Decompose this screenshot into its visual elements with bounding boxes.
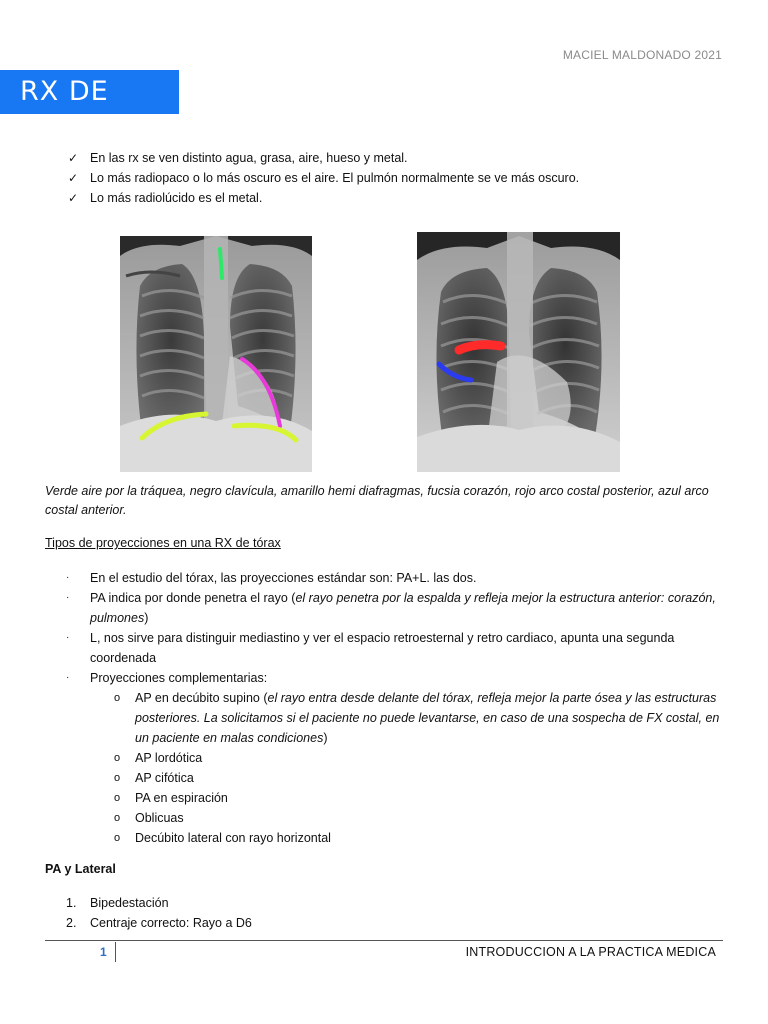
list-item [66,588,726,628]
bullet-icon: · [66,672,70,683]
numbered-item [66,913,252,933]
complementary-projection-list [66,688,726,848]
list-item [66,568,726,588]
circle-bullet-icon: o [114,832,121,844]
list-item-text: Proyecciones complementarias: [90,671,268,685]
checklist [68,148,579,208]
checkmark-icon: ✓ [68,171,79,185]
numbered-item [66,893,252,913]
check-item [68,148,579,168]
sublist-item-text: PA en espiración [135,791,228,805]
posterior-rib-red-mark [459,345,501,350]
item-number: 1. [66,896,77,910]
sublist-item [66,788,726,808]
checkmark-icon: ✓ [68,191,79,205]
list-item-text: L, nos sirve para distinguir mediastino y ver el espacio retroesternal y retro cardiaco, apunta una segunda coordenada [90,631,675,665]
list-item-text [90,588,726,628]
bullet-icon: · [66,632,70,643]
check-item [68,168,579,188]
sublist-item-text [135,688,726,748]
text-fragment: PA indica por donde penetra el rayo ( [90,591,296,605]
section-title: Tipos de proyecciones en una RX de tórax [45,536,281,550]
numbered-item-text: Centraje correcto: Rayo a D6 [90,916,252,930]
numbered-item-text: Bipedestación [90,896,169,910]
circle-bullet-icon: o [114,812,121,824]
sublist-item-text: Decúbito lateral con rayo horizontal [135,831,331,845]
text-fragment: ) [323,731,328,745]
italic-fragment: el rayo penetra por la espalda y refleja mejor la estructura anterior: corazón, pulmones [90,591,716,625]
sublist-item [66,768,726,788]
footer-divider [45,940,723,941]
chest-xray-annotated-left [120,236,312,472]
trachea-green-mark [220,249,222,278]
italic-fragment: el rayo entra desde delante del tórax, refleja mejor la parte ósea y las estructuras posteriores. La solicitamos si el paciente no puede levantarse, en caso de una sospecha de FX costal, en un paciente en malas condiciones [135,691,720,745]
sublist-item [66,828,726,848]
text-fragment: AP en decúbito supino ( [135,691,268,705]
list-item [66,628,726,668]
sublist-container [66,688,726,848]
circle-bullet-icon: o [114,692,121,704]
numbered-list [66,893,252,933]
sublist-item-text: AP cifótica [135,771,194,785]
document-title: RX DE TORAX [0,70,179,114]
checkmark-icon: ✓ [68,151,79,165]
author-header: MACIEL MALDONADO 2021 [562,48,722,62]
list-item-text: En el estudio del tórax, las proyecciones estándar son: PA+L. las dos. [90,571,477,585]
circle-bullet-icon: o [114,772,121,784]
sublist-item-text: Oblicuas [135,811,184,825]
page-number-separator [115,942,116,962]
sublist-item-text: AP lordótica [135,751,203,765]
figure-caption: Verde aire por la tráquea, negro clavícula, amarillo hemi diafragmas, fucsia corazón, rojo arco costal posterior, azul arco costal anterior. [45,484,709,517]
sublist-item [66,808,726,828]
check-item [68,188,579,208]
list-item [66,668,726,688]
footer-course-title: INTRODUCCION A LA PRACTICA MEDICA [465,945,716,959]
item-number: 2. [66,916,77,930]
circle-bullet-icon: o [114,792,121,804]
circle-bullet-icon: o [114,752,121,764]
sublist-item [66,688,726,748]
bullet-icon: · [66,592,70,603]
text-fragment: ) [144,611,149,625]
projection-list [66,568,726,848]
check-text: En las rx se ven distinto agua, grasa, aire, hueso y metal. [90,151,408,165]
pa-lateral-heading: PA y Lateral [45,862,116,876]
chest-xray-annotated-right [417,232,620,472]
bullet-icon: · [66,572,70,583]
sublist-item [66,748,726,768]
page-number: 1 [100,945,107,959]
check-text: Lo más radiopaco o lo más oscuro es el aire. El pulmón normalmente se ve más oscuro. [90,171,580,185]
check-text: Lo más radiolúcido es el metal. [90,191,263,205]
